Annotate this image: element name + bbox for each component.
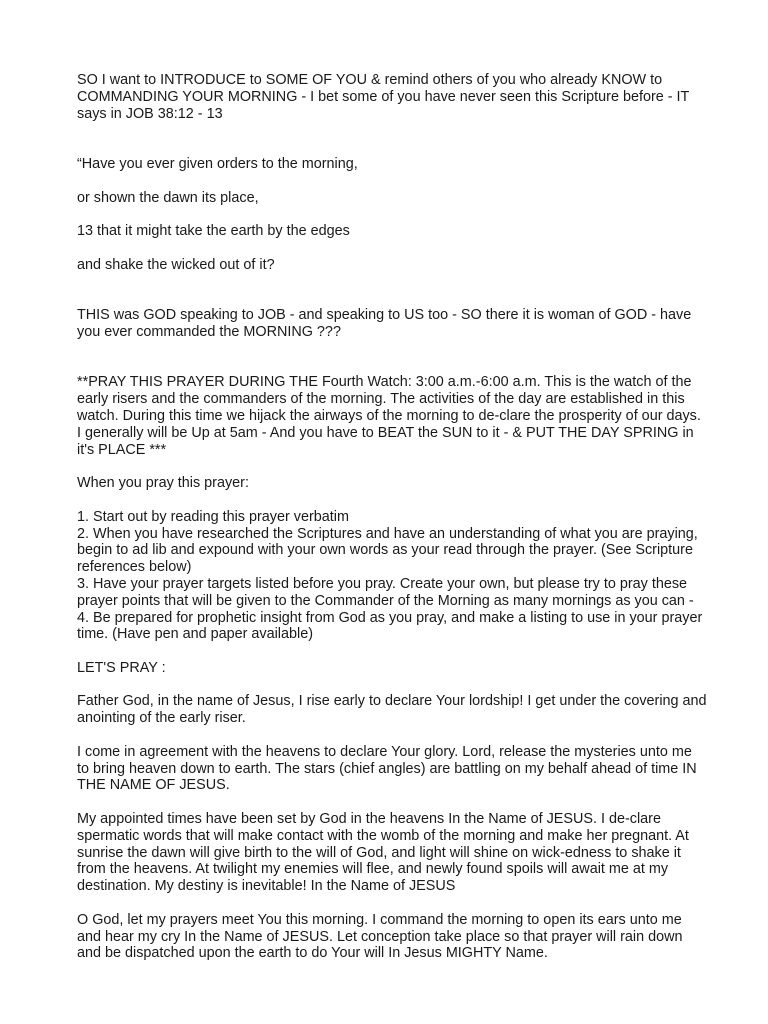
verse-line: or shown the dawn its place, — [77, 189, 259, 206]
list-item: 1. Start out by reading this prayer verbatim — [77, 508, 349, 525]
verse-line: “Have you ever given orders to the morning, — [77, 155, 358, 172]
when-you-pray-heading: When you pray this prayer: — [77, 475, 249, 492]
lets-pray-heading: LET'S PRAY : — [77, 659, 166, 676]
prayer-paragraph: I come in agreement with the heavens to declare Your glory. Lord, release the mysteries unto me to bring heaven down to earth. The stars (chief angles) are battling on my behalf ahead of time IN THE NAME OF JESUS. — [77, 743, 697, 794]
prayer-paragraph: My appointed times have been set by God in the heavens In the Name of JESUS. I de-clare spermatic words that will make contact with the womb of the morning and make her pregnant. At sunrise the dawn will give birth to the will of God, and light will shine on wick-edness to shake it from the heavens. At twilight my enemies will flee, and newly found spoils will await me at my destination. My destiny is inevitable! In the Name of JESUS — [77, 811, 689, 895]
prayer-steps-list — [77, 509, 707, 643]
prayer-paragraph: Father God, in the name of Jesus, I rise early to declare Your lordship! I get under the covering and anointing of the early riser. — [77, 693, 707, 727]
intro-paragraph: SO I want to INTRODUCE to SOME OF YOU & remind others of you who already KNOW to COMMANDING YOUR MORNING - I bet some of you have never seen this Scripture before - IT says in JOB 38:12 - 13 — [77, 72, 690, 122]
god-speaking-paragraph: THIS was GOD speaking to JOB - and speaking to US too - SO there it is woman of GOD - have you ever commanded the MORNING ??? — [77, 307, 692, 340]
list-item: 3. Have your prayer targets listed before you pray. Create your own, but please try to pray these prayer points that will be given to the Commander of the Morning as many mornings as you can - — [77, 575, 694, 609]
verse-line: 13 that it might take the earth by the edges — [77, 223, 350, 240]
document-body — [77, 72, 707, 979]
prayer-paragraph: O God, let my prayers meet You this morning. I command the morning to open its ears unto me and hear my cry In the Name of JESUS. Let conception take place so that prayer will rain down and be dispatched upon the earth to do Your will In Jesus MIGHTY Name. — [77, 911, 683, 962]
list-item: 4. Be prepared for prophetic insight from God as you pray, and make a listing to use in your prayer time. (Have pen and paper available) — [77, 609, 703, 643]
verse-line: and shake the wicked out of it? — [77, 256, 275, 273]
list-item: 2. When you have researched the Scriptures and have an understanding of what you are praying, begin to ad lib and expound with your own words as your read through the prayer. (See Scripture references below) — [77, 525, 698, 576]
scripture-verse — [77, 139, 707, 290]
watch-instructions-paragraph: **PRAY THIS PRAYER DURING THE Fourth Watch: 3:00 a.m.-6:00 a.m. This is the watch of the early risers and the commanders of the morning. The activities of the day are established in this watch. During this time we hijack the airways of the morning to de-clare the prosperity of our days. I generally will be Up at 5am - And you have to BEAT the SUN to it - & PUT THE DAY SPRING in it's PLACE *** — [77, 374, 701, 458]
